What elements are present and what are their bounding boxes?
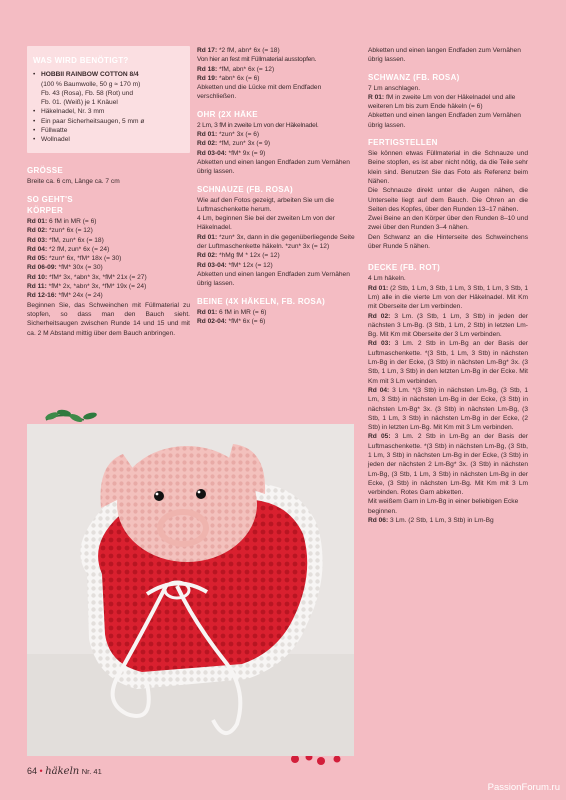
row-line: Rd 04: 3 Lm. *(3 Stb) in nächsten Lm-Bg, (3 Stb, 1 Lm, 3 Stb) in nächsten Lm-Bg in der Ecke, (3 Stb) in nächsten Lm-Bg* 3x. (3 Stb) in nächsten Lm-Bg, (3 Stb, 1 Lm, 3 Stb) in nächsten Lm-Bg in der Ecke, (2 Stb) in letzten Lm-Bg. Mit Km mit 3 Lm verbinden. <box>368 386 529 432</box>
materials-item: • Ein paar Sicherheitsaugen, 5 mm ø <box>33 117 184 126</box>
blanket-intro: 4 Lm häkeln. <box>368 275 406 283</box>
row-line: Rd 01: *zun* 3x, dann in die gegenüberliegende Seite der Luftmaschenkette häkeln. *zun* 3x (= 12) <box>197 233 355 251</box>
size-text: Breite ca. 6 cm, Länge ca. 7 cm <box>27 177 120 185</box>
row-line: Rd 05: *zun* 6x, *fM* 18x (= 30) <box>27 255 122 263</box>
row-line: Rd 03: 3 Lm. 2 Stb in Lm-Bg an der Basis der Luftmaschenkette. *(3 Stb, 1 Lm, 3 Stb) in nächsten Lm-Bg in der Ecke, (3 Stb) in nächsten Lm-Bg* 3x. (3 Stb, 1 Lm, 3 Stb) in den letzten Lm-Bg in der Ecke. Mit Km mit 3 Lm verbinden. <box>368 340 528 385</box>
body-rows <box>27 217 190 301</box>
row-line: Rd 19: *abn* 6x (= 6) <box>197 74 260 82</box>
column-middle <box>197 46 359 326</box>
row-line: Rd 11: *fM* 2x, *abn* 3x, *fM* 19x (= 24) <box>27 283 147 291</box>
materials-item: • Wollnadel <box>33 135 184 144</box>
row-line: Rd 06: 3 Lm. (2 Stb, 1 Lm, 3 Stb) in Lm-Bg <box>368 517 494 525</box>
row-line: Rd 12-16: *fM* 24x (= 24) <box>27 292 103 300</box>
crochet-pig-illustration <box>27 424 354 756</box>
row-line: Rd 01: 6 fM in MR (= 6) <box>27 217 97 225</box>
instructions-heading: SO GEHT'S <box>27 194 73 204</box>
site-watermark: PassionForum.ru <box>487 782 560 793</box>
finish-p1: Sie können etwas Füllmaterial in die Schnauze und Beine stopfen, es ist aber nicht nötig, da die Teile sehr klein sind. Benutzen Sie das Foto als Referenz beim Nähen. <box>368 150 528 185</box>
materials-yarn-detail: Fb. 01. (Weiß) je 1 Knäuel <box>41 99 118 107</box>
finish-p2: Die Schnauze direkt unter die Augen nähen, die Unterseite liegt auf dem Bauch. Die Ohren an die Seiten des Kopfes, über den Runden 13–17 nähen. <box>368 187 528 213</box>
row-line: Rd 03: *fM, zun* 6x (= 18) <box>27 236 104 244</box>
footer-dot: • <box>39 766 43 776</box>
page-number: 64 <box>27 766 38 776</box>
row-line: Rd 01: *zun* 3x (= 6) <box>197 131 260 139</box>
row-line: Rd 03-04: *fM* 12x (= 12) <box>197 261 273 269</box>
finish-heading: FERTIGSTELLEN <box>368 138 438 148</box>
snout-p1: Wie auf den Fotos gezeigt, arbeiten Sie um die Luftmaschenkette herum. <box>197 196 335 213</box>
ear-end: Abketten und einen langen Endfaden zum Vernähen übrig lassen. <box>197 158 350 176</box>
fill-note: Von hier an fest mit Füllmaterial ausstopfen. <box>197 56 317 64</box>
ear-intro: 2 Lm, 3 fM in zweite Lm von der Häkelnadel. <box>197 121 319 129</box>
materials-list <box>33 70 184 144</box>
row-line: Rd 02: 3 Lm. (3 Stb, 1 Lm, 3 Stb) in jeden der nächsten 3 Lm-Bg. (3 Stb, 1 Lm, 2 Stb) in letzten Lm-Bg. Mit Km mit Oberseite der 3 Lm verbinden. <box>368 312 528 339</box>
row-line: Rd 03-04: *fM* 9x (= 9) <box>197 149 266 157</box>
tail-p1: 7 Lm anschlagen. <box>368 84 421 92</box>
snout-end: Abketten und einen langen Endfaden zum Vernähen übrig lassen. <box>197 270 350 288</box>
close-note: Abketten und die Lücke mit dem Endfaden verschließen. <box>197 84 322 101</box>
blanket-heading: DECKE (FB. ROT) <box>368 263 441 273</box>
materials-box <box>27 46 190 153</box>
materials-item-yarn: • HOBBII RAINBOW COTTON 8/4 <box>33 70 184 79</box>
body-note: Beginnen Sie, das Schweinchen mit Füllmaterial zu stopfen, so dass man den Bauch sieht. Sicherheitsaugen zwischen Runde 14 und 15 und mit ca. 2 M Abstand mittig über dem Bauch anbringen. <box>27 301 190 337</box>
row-line: Rd 17: *2 fM, abn* 6x (= 18) <box>197 47 280 54</box>
white-note: Mit weißem Garn in Lm-Bg in einer beliebigen Ecke beginnen. <box>368 498 519 515</box>
snout-p2: 4 Lm, beginnen Sie bei der zweiten Lm von der Häkelnadel. <box>197 215 335 232</box>
legs-end: Abketten und einen langen Endfaden zum Vernähen übrig lassen. <box>368 47 521 64</box>
ear-heading: OHR (2X HÄKE <box>197 109 258 119</box>
row-line: Rd 02-04: *fM* 6x (= 6) <box>197 317 266 325</box>
materials-item: • Häkelnadel, Nr. 3 mm <box>33 107 184 116</box>
finish-p3: Zwei Beine an den Körper über den Runden 8–10 und zwei über den Runden 3–4 nähen. <box>368 215 528 232</box>
issue-number: Nr. 41 <box>81 767 102 776</box>
finish-p4: Den Schwanz an die Hinterseite des Schweinchens über Runde 5 nähen. <box>368 233 528 251</box>
tail-end: Abketten und einen langen Endfaden zum Vernähen übrig lassen. <box>368 112 521 129</box>
blanket-rows <box>368 284 528 498</box>
column-right <box>368 46 528 525</box>
materials-item: • Füllwatte <box>33 126 184 135</box>
row-line: Rd 05: 3 Lm. 2 Stb in Lm-Bg an der Basis der Luftmaschenkette. *(3 Stb) in nächsten Lm-Bg, (3 Stb, 1 Lm, 3 Stb) in nächsten Lm-Bg in der Ecke, (3 Stb) in jeden der nächsten 2 Lm-Bg* 3x. (3 Stb) in nächsten Lm-Bg, (3 Stb, 1 Lm, 3 Stb) in nächsten Lm-Bg in der Ecke, (3 Stb) in nächsten Lm-Bg. Mit Km mit 3 Lm verbinden. Rotes Garn abketten. <box>368 433 528 497</box>
pig-photo <box>27 424 354 756</box>
materials-yarn-detail: (100 % Baumwolle, 50 g ≈ 170 m) <box>41 80 141 88</box>
row-line: Rd 02: *zun* 6x (= 12) <box>27 227 93 235</box>
body-heading: KÖRPER <box>27 205 64 215</box>
materials-yarn-detail: Fb. 43 (Rosa), Fb. 58 (Rot) und <box>41 89 133 97</box>
row-line: Rd 02: *hMg fM * 12x (= 12) <box>197 252 280 260</box>
magazine-brand: häkeln <box>45 766 80 777</box>
materials-title: WAS WIRD BENÖTIGT? <box>33 56 129 65</box>
row-line: Rd 18: *fM, abn* 6x (= 12) <box>197 65 275 73</box>
legs-heading: BEINE (4X HÄKELN, FB. ROSA) <box>197 296 326 306</box>
column-left <box>27 46 190 338</box>
row-line: Rd 01: 6 fM in MR (= 6) <box>197 308 267 316</box>
size-heading: GRÖSSE <box>27 165 64 175</box>
snout-heading: SCHNAUZE (FB. ROSA) <box>197 184 293 194</box>
row-line: R 01: fM in zweite Lm von der Häkelnadel und alle weiteren Lm bis zum Ende häkeln (= 6) <box>368 93 516 111</box>
row-line: Rd 01: (2 Stb, 1 Lm, 3 Stb, 1 Lm, 3 Stb, 1 Lm, 3 Stb, 1 Lm) alle in die vierte Lm von der Häkelnadel. Mit Km mit Oberseite der Lm verbinden. <box>368 284 529 311</box>
row-line: Rd 06-09: *fM* 30x (= 30) <box>27 264 103 272</box>
tail-heading: SCHWANZ (FB. ROSA) <box>368 72 460 82</box>
page-footer <box>27 766 102 777</box>
row-line: Rd 10: *fM* 3x, *abn* 3x, *fM* 21x (= 27) <box>27 273 147 281</box>
row-line: Rd 04: *2 fM, zun* 6x (= 24) <box>27 245 110 253</box>
row-line: Rd 02: *fM, zun* 3x (= 9) <box>197 140 271 148</box>
